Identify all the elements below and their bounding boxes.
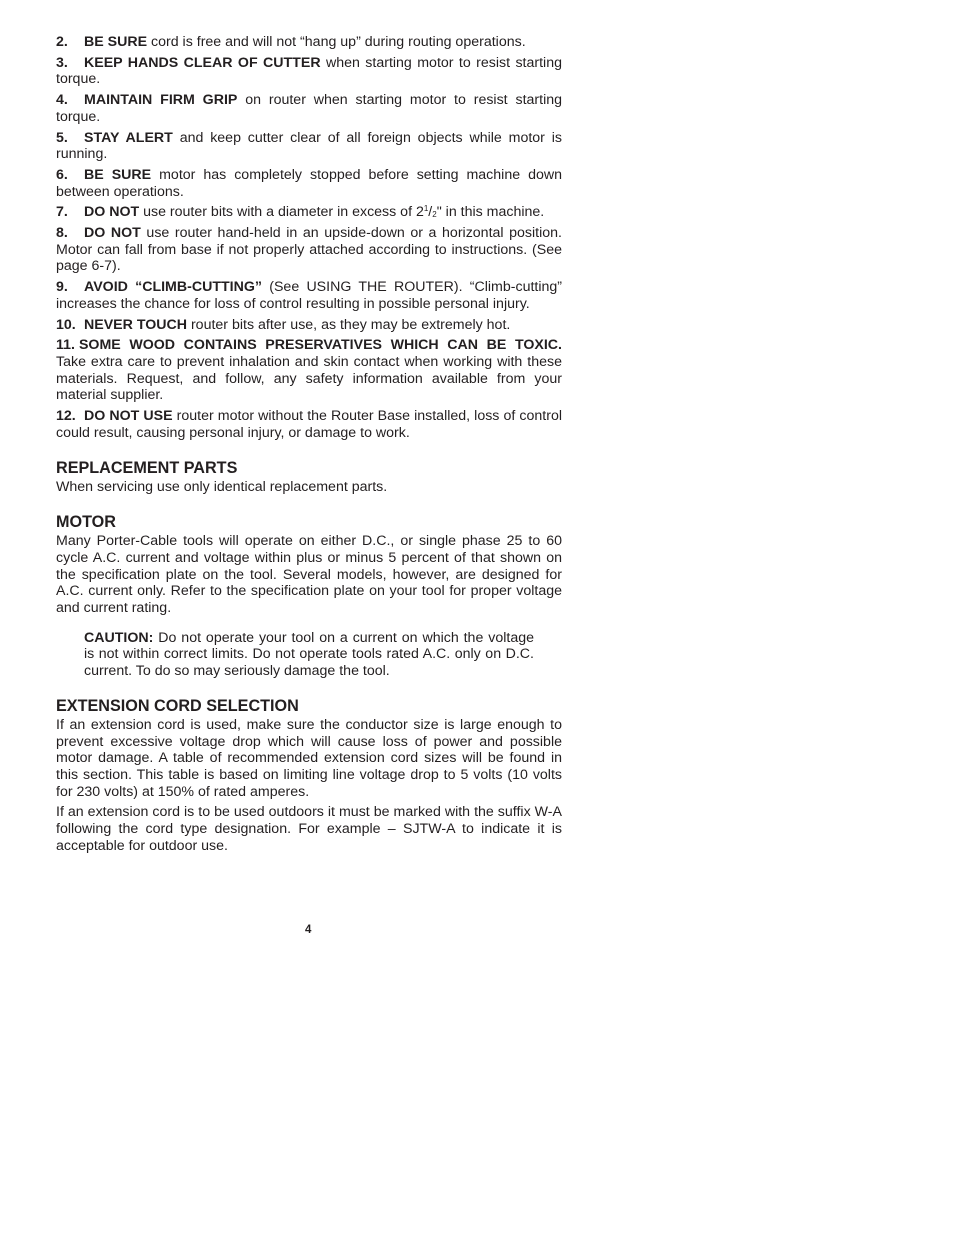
section-heading: EXTENSION CORD SELECTION xyxy=(56,696,299,715)
item-number: 10. xyxy=(56,316,76,333)
safety-item xyxy=(56,55,562,88)
item-emphasis: STAY ALERT xyxy=(84,129,173,146)
item-text: cord is free and will not “hang up” during routing operations. xyxy=(147,34,526,50)
replacement-parts-section xyxy=(56,459,562,496)
section-heading: MOTOR xyxy=(56,513,116,532)
safety-rules-list xyxy=(56,34,562,441)
item-text: " in this machine. xyxy=(436,204,545,221)
item-number: 4. xyxy=(56,92,68,109)
item-emphasis: KEEP HANDS CLEAR OF CUTTER xyxy=(84,54,321,71)
section-body: Many Porter-Cable tools will operate on either D.C., or single phase 25 to 60 cycle A.C. current and voltage within plus or minus 5 percent of that shown on the specification plate on the tool. Several models, however, are designed for A.C. current only. Refer to the specification plate on your tool for proper voltage and current rating. xyxy=(56,533,562,616)
item-text: router motor without the Router Base installed, loss of control could result, causing personal injury, or damage to work. xyxy=(56,408,562,441)
fraction-numerator: 1 xyxy=(423,204,429,214)
item-emphasis: DO NOT xyxy=(84,225,141,242)
safety-item xyxy=(56,92,562,125)
safety-item xyxy=(56,225,562,275)
motor-section xyxy=(56,513,562,680)
item-emphasis: AVOID “CLIMB-CUTTING” xyxy=(84,279,262,296)
item-number: 5. xyxy=(56,129,68,146)
safety-item xyxy=(56,408,562,441)
item-emphasis: SOME WOOD CONTAINS PRESERVATIVES WHICH CAN BE TOXIC. xyxy=(78,337,562,354)
item-emphasis: BE SURE xyxy=(84,34,148,50)
item-emphasis: MAINTAIN FIRM GRIP xyxy=(84,92,238,109)
item-number: 8. xyxy=(56,225,68,242)
section-body: If an extension cord is used, make sure the conductor size is large enough to prevent excessive voltage drop which will cause loss of power and possible motor damage. A table of recommended extension cord sizes will be found in this section. This table is based on limiting line voltage drop to 5 volts (10 volts for 230 volts) at 150% of rated amperes. xyxy=(56,716,562,800)
caution-note xyxy=(84,630,534,680)
item-text: Take extra care to prevent inhalation and skin contact when working with these materials. Request, and follow, any safety information available from your material supplier. xyxy=(56,353,562,404)
item-number: 6. xyxy=(56,166,68,183)
item-text: motor has completely stopped before setting machine down between operations. xyxy=(56,166,563,200)
page-number: 4 xyxy=(305,924,312,936)
item-text: use router bits with a diameter in excess of 2 xyxy=(139,204,424,221)
safety-item: 7. DO NOT use router bits with a diameter in excess of $2^1/_2$" in this machine. xyxy=(56,204,545,221)
item-text: and keep cutter clear of all foreign objects while motor is running. xyxy=(56,129,562,163)
item-number: 12. xyxy=(56,408,76,425)
manual-page-content xyxy=(56,34,562,858)
item-number: 11. xyxy=(56,337,75,354)
item-text: router bits after use, as they may be extremely hot. xyxy=(187,316,511,333)
safety-item xyxy=(56,279,562,312)
item-emphasis: DO NOT USE xyxy=(84,408,173,425)
item-number: 7. xyxy=(56,204,68,221)
fraction-denominator: 2 xyxy=(432,210,437,220)
extension-cord-section xyxy=(56,697,562,855)
safety-item xyxy=(56,317,562,334)
section-body: When servicing use only identical replacement parts. xyxy=(56,479,388,496)
item-emphasis: BE SURE xyxy=(84,166,152,183)
item-number: 9. xyxy=(56,279,68,296)
item-text: (See USING THE ROUTER). “Climb-cutting” increases the chance for loss of control resulting in possible personal injury. xyxy=(56,279,562,312)
section-heading: REPLACEMENT PARTS xyxy=(56,459,238,478)
item-text: on router when starting motor to resist starting torque. xyxy=(56,92,563,125)
item-text: when starting motor to resist starting torque. xyxy=(56,54,562,88)
safety-item xyxy=(56,337,562,404)
item-emphasis: NEVER TOUCH xyxy=(84,316,188,333)
item-number: 3. xyxy=(56,54,68,71)
item-emphasis: DO NOT xyxy=(84,204,140,221)
section-body: If an extension cord is to be used outdoors it must be marked with the suffix W-A following the cord type designation. For example – SJTW-A to indicate it is acceptable for outdoor use. xyxy=(56,804,562,854)
caution-text: Do not operate your tool on a current on which the voltage is not within correct limits. Do not operate tools rated A.C. only on D.C. current. To do so may seriously damage the tool. xyxy=(84,629,534,680)
item-number: 2. xyxy=(56,34,68,50)
item-text: use router hand-held in an upside-down or a horizontal position. Motor can fall from base if not properly attached according to instructions. (See page 6-7). xyxy=(56,225,562,275)
safety-item xyxy=(56,167,562,200)
safety-item xyxy=(56,34,562,51)
caution-label: CAUTION: xyxy=(84,629,154,646)
safety-item xyxy=(56,130,562,163)
